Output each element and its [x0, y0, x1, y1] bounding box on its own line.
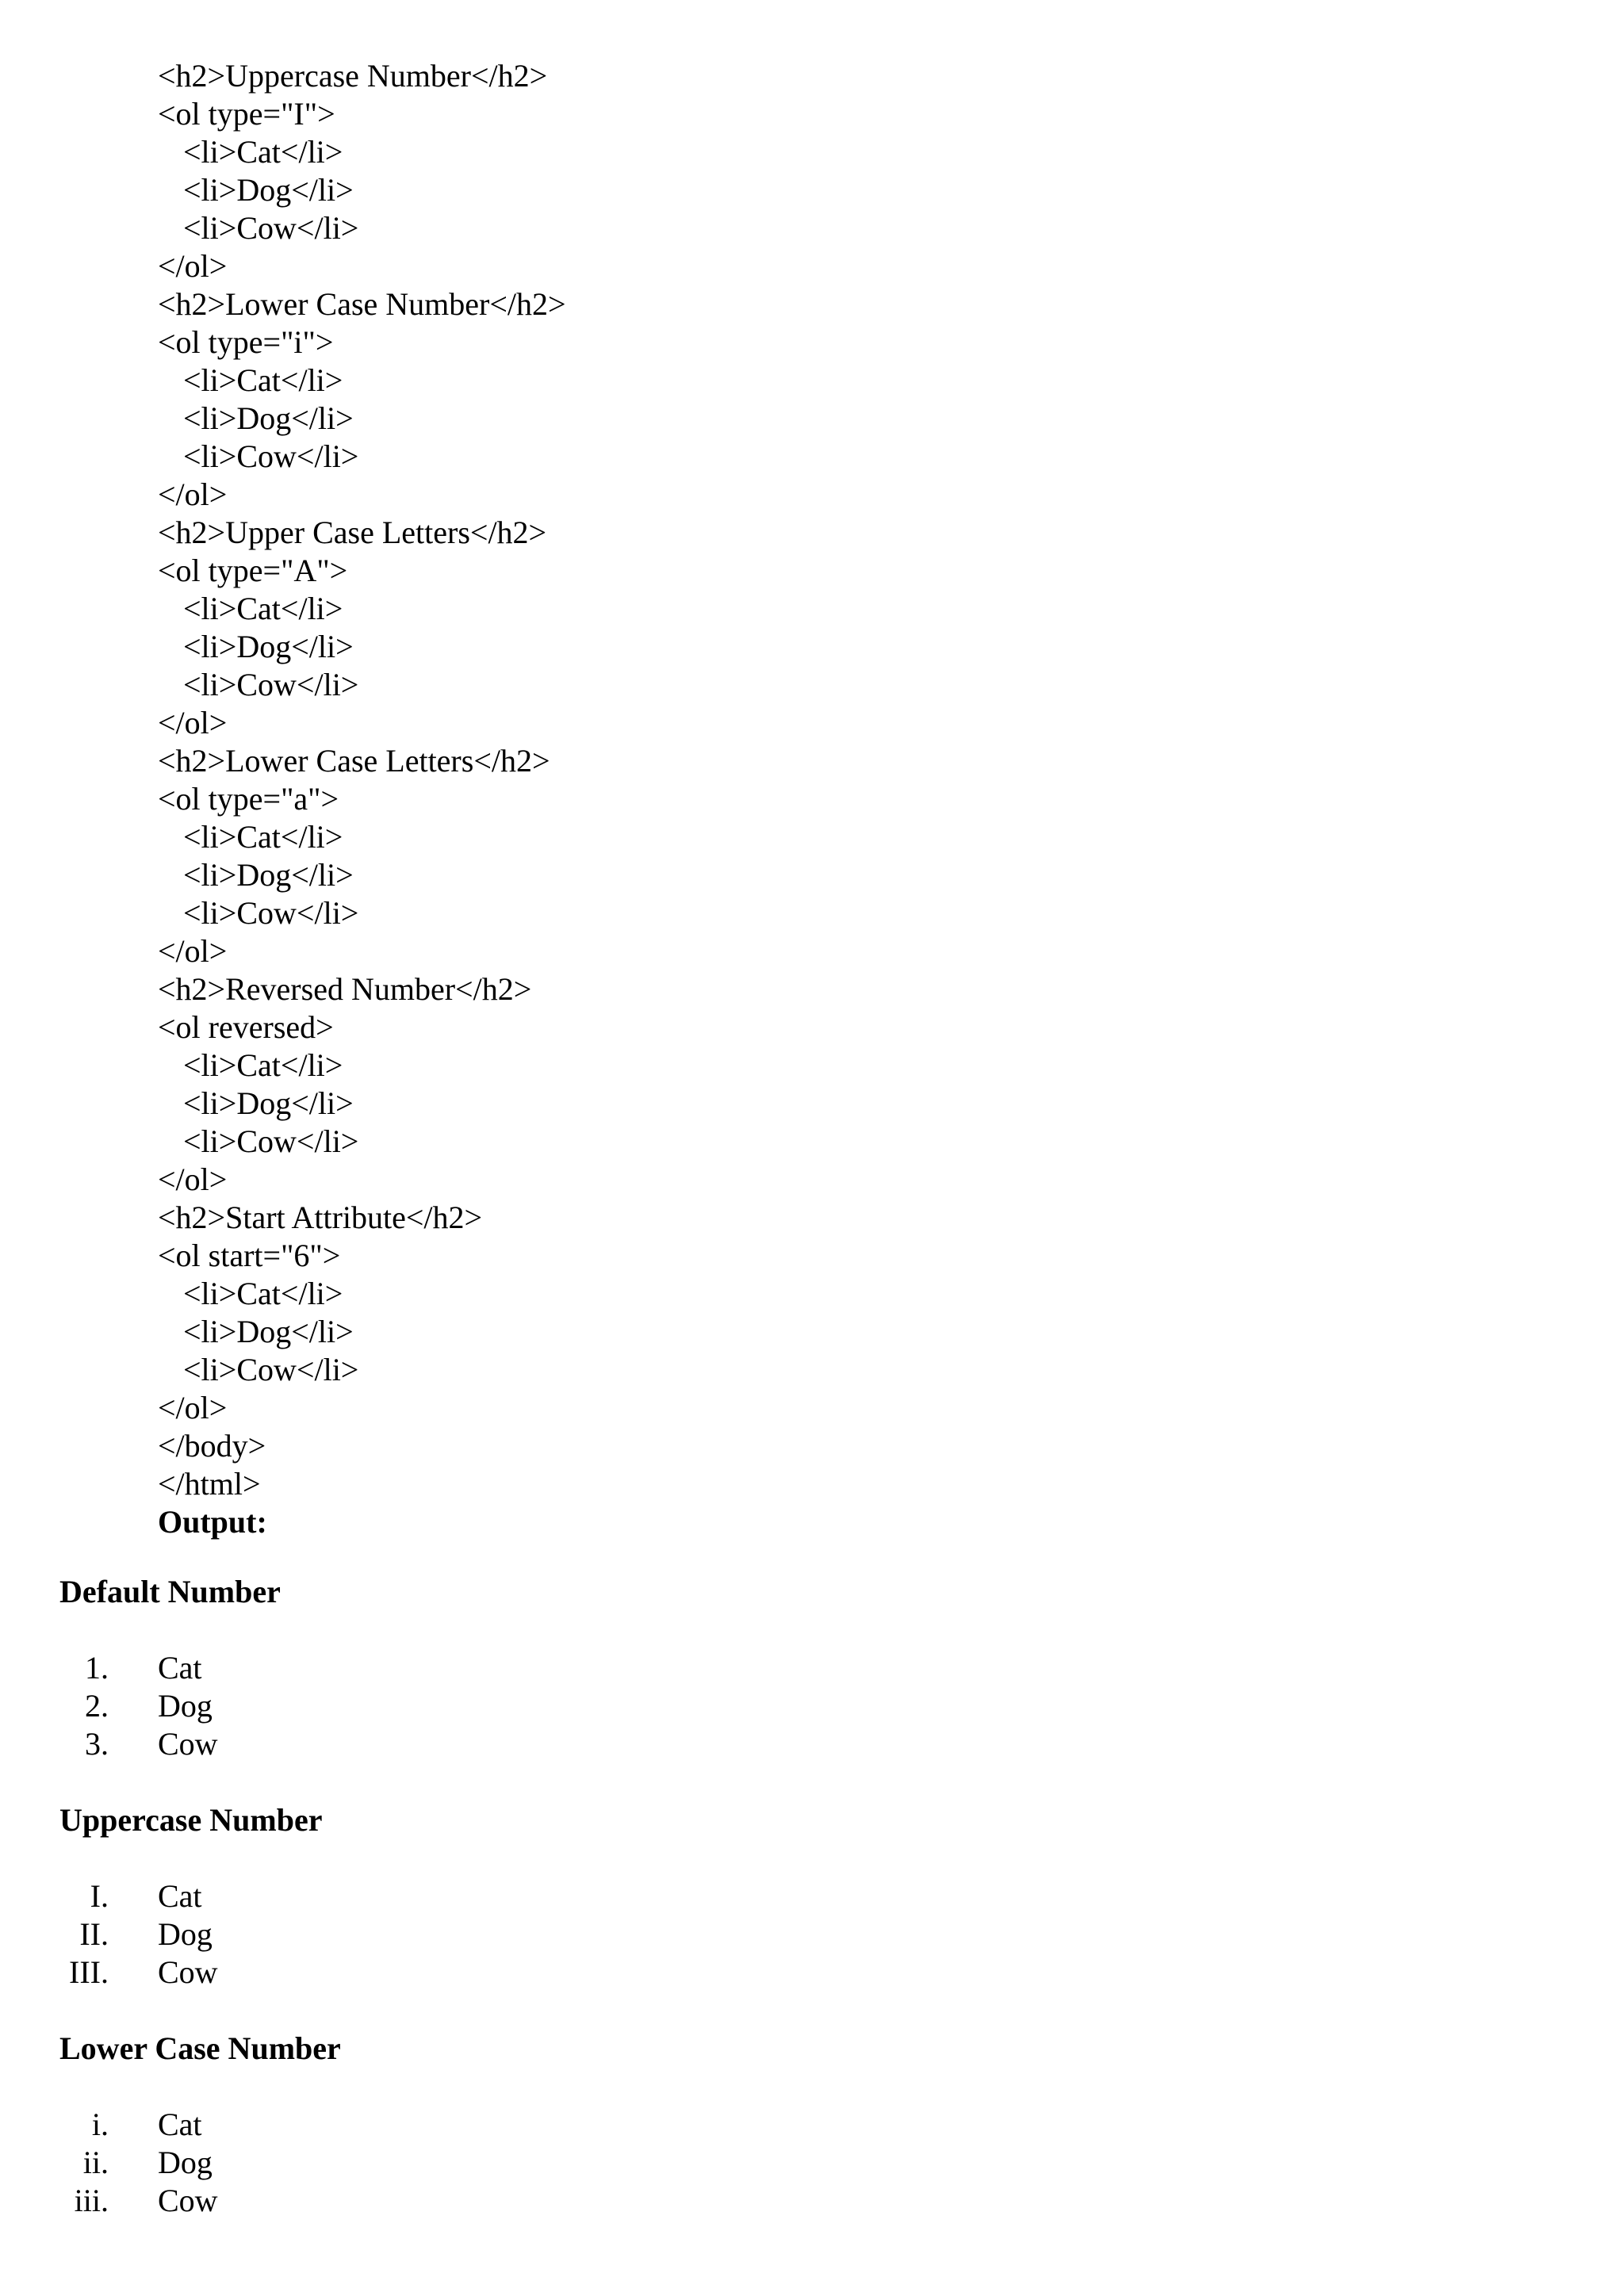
code-line: <ol reversed> [158, 1009, 334, 1045]
list-item-text: Cat [158, 1650, 202, 1686]
list-item [59, 1649, 1566, 1687]
section-heading: Default Number [59, 1574, 281, 1609]
list-marker: I. [90, 1878, 109, 1914]
code-line: <li>Cat</li> [183, 819, 343, 855]
code-line: <li>Cat</li> [183, 1047, 343, 1083]
code-line: <ol type="I"> [158, 96, 335, 132]
code-line: </ol> [158, 705, 228, 740]
list-item [59, 1954, 1566, 1992]
code-line: <ol type="A"> [158, 553, 348, 588]
code-line: <li>Dog</li> [183, 629, 354, 664]
list-item [59, 2182, 1566, 2220]
code-line: <li>Cow</li> [183, 667, 359, 702]
list-item [59, 1687, 1566, 1725]
output-section [59, 1801, 1566, 1992]
list-marker: iii. [74, 2183, 109, 2218]
code-line: <li>Dog</li> [183, 1085, 354, 1121]
code-line: <li>Cat</li> [183, 362, 343, 398]
list-marker: i. [91, 2107, 109, 2142]
code-line: <h2>Lower Case Number</h2> [158, 286, 566, 322]
list-item-text: Dog [158, 1916, 213, 1952]
code-line: <li>Cow</li> [183, 438, 359, 474]
code-line: </ol> [158, 476, 228, 512]
code-line: <ol start="6"> [158, 1238, 341, 1273]
list-item [59, 1877, 1566, 1915]
code-line: <li>Dog</li> [183, 400, 354, 436]
code-line: <ol type="i"> [158, 324, 334, 360]
list-item-text: Dog [158, 2145, 213, 2180]
list-item-text: Dog [158, 1688, 213, 1724]
list-item-text: Cow [158, 1726, 218, 1762]
code-line: <li>Cat</li> [183, 1276, 343, 1311]
rendered-output [59, 1573, 1566, 2258]
code-line: <h2>Start Attribute</h2> [158, 1200, 483, 1235]
list-item [59, 2106, 1566, 2144]
code-line: </ol> [158, 1161, 228, 1197]
list-marker: 1. [85, 1650, 109, 1686]
list-marker: III. [69, 1954, 109, 1990]
ordered-list [59, 2106, 1566, 2220]
code-line: <ol type="a"> [158, 781, 339, 817]
code-line: <li>Cow</li> [183, 1352, 359, 1387]
code-line: <li>Cat</li> [183, 134, 343, 170]
code-lines [158, 57, 1268, 1503]
section-heading: Lower Case Number [59, 2030, 341, 2066]
code-line: <li>Cow</li> [183, 895, 359, 931]
ordered-list [59, 1649, 1566, 1763]
list-item [59, 2144, 1566, 2182]
list-marker: 2. [85, 1688, 109, 1724]
code-line: </html> [158, 1466, 261, 1502]
code-listing [158, 57, 1268, 1541]
list-item [59, 1725, 1566, 1763]
code-line: <h2>Lower Case Letters</h2> [158, 743, 550, 779]
code-line: </ol> [158, 933, 228, 969]
code-line: <li>Cow</li> [183, 210, 359, 246]
code-line: </body> [158, 1428, 266, 1464]
output-label: Output: [158, 1504, 267, 1540]
section-heading: Uppercase Number [59, 1802, 323, 1838]
output-section [59, 1573, 1566, 1763]
list-item [59, 1915, 1566, 1954]
code-line: <li>Cow</li> [183, 1123, 359, 1159]
list-item-text: Cow [158, 2183, 218, 2218]
list-marker: ii. [82, 2145, 109, 2180]
code-line: <h2>Upper Case Letters</h2> [158, 515, 547, 550]
output-section [59, 2030, 1566, 2220]
list-marker: II. [79, 1916, 109, 1952]
code-line: </ol> [158, 1390, 228, 1425]
code-line: </ol> [158, 248, 228, 284]
list-item-text: Cat [158, 2107, 202, 2142]
list-item-text: Cow [158, 1954, 218, 1990]
list-item-text: Cat [158, 1878, 202, 1914]
list-marker: 3. [85, 1726, 109, 1762]
code-line: <li>Dog</li> [183, 1314, 354, 1349]
code-line: <h2>Reversed Number</h2> [158, 971, 532, 1007]
code-line: <li>Dog</li> [183, 172, 354, 208]
code-line: <h2>Uppercase Number</h2> [158, 58, 548, 94]
code-line: <li>Dog</li> [183, 857, 354, 893]
code-line: <li>Cat</li> [183, 591, 343, 626]
ordered-list [59, 1877, 1566, 1992]
